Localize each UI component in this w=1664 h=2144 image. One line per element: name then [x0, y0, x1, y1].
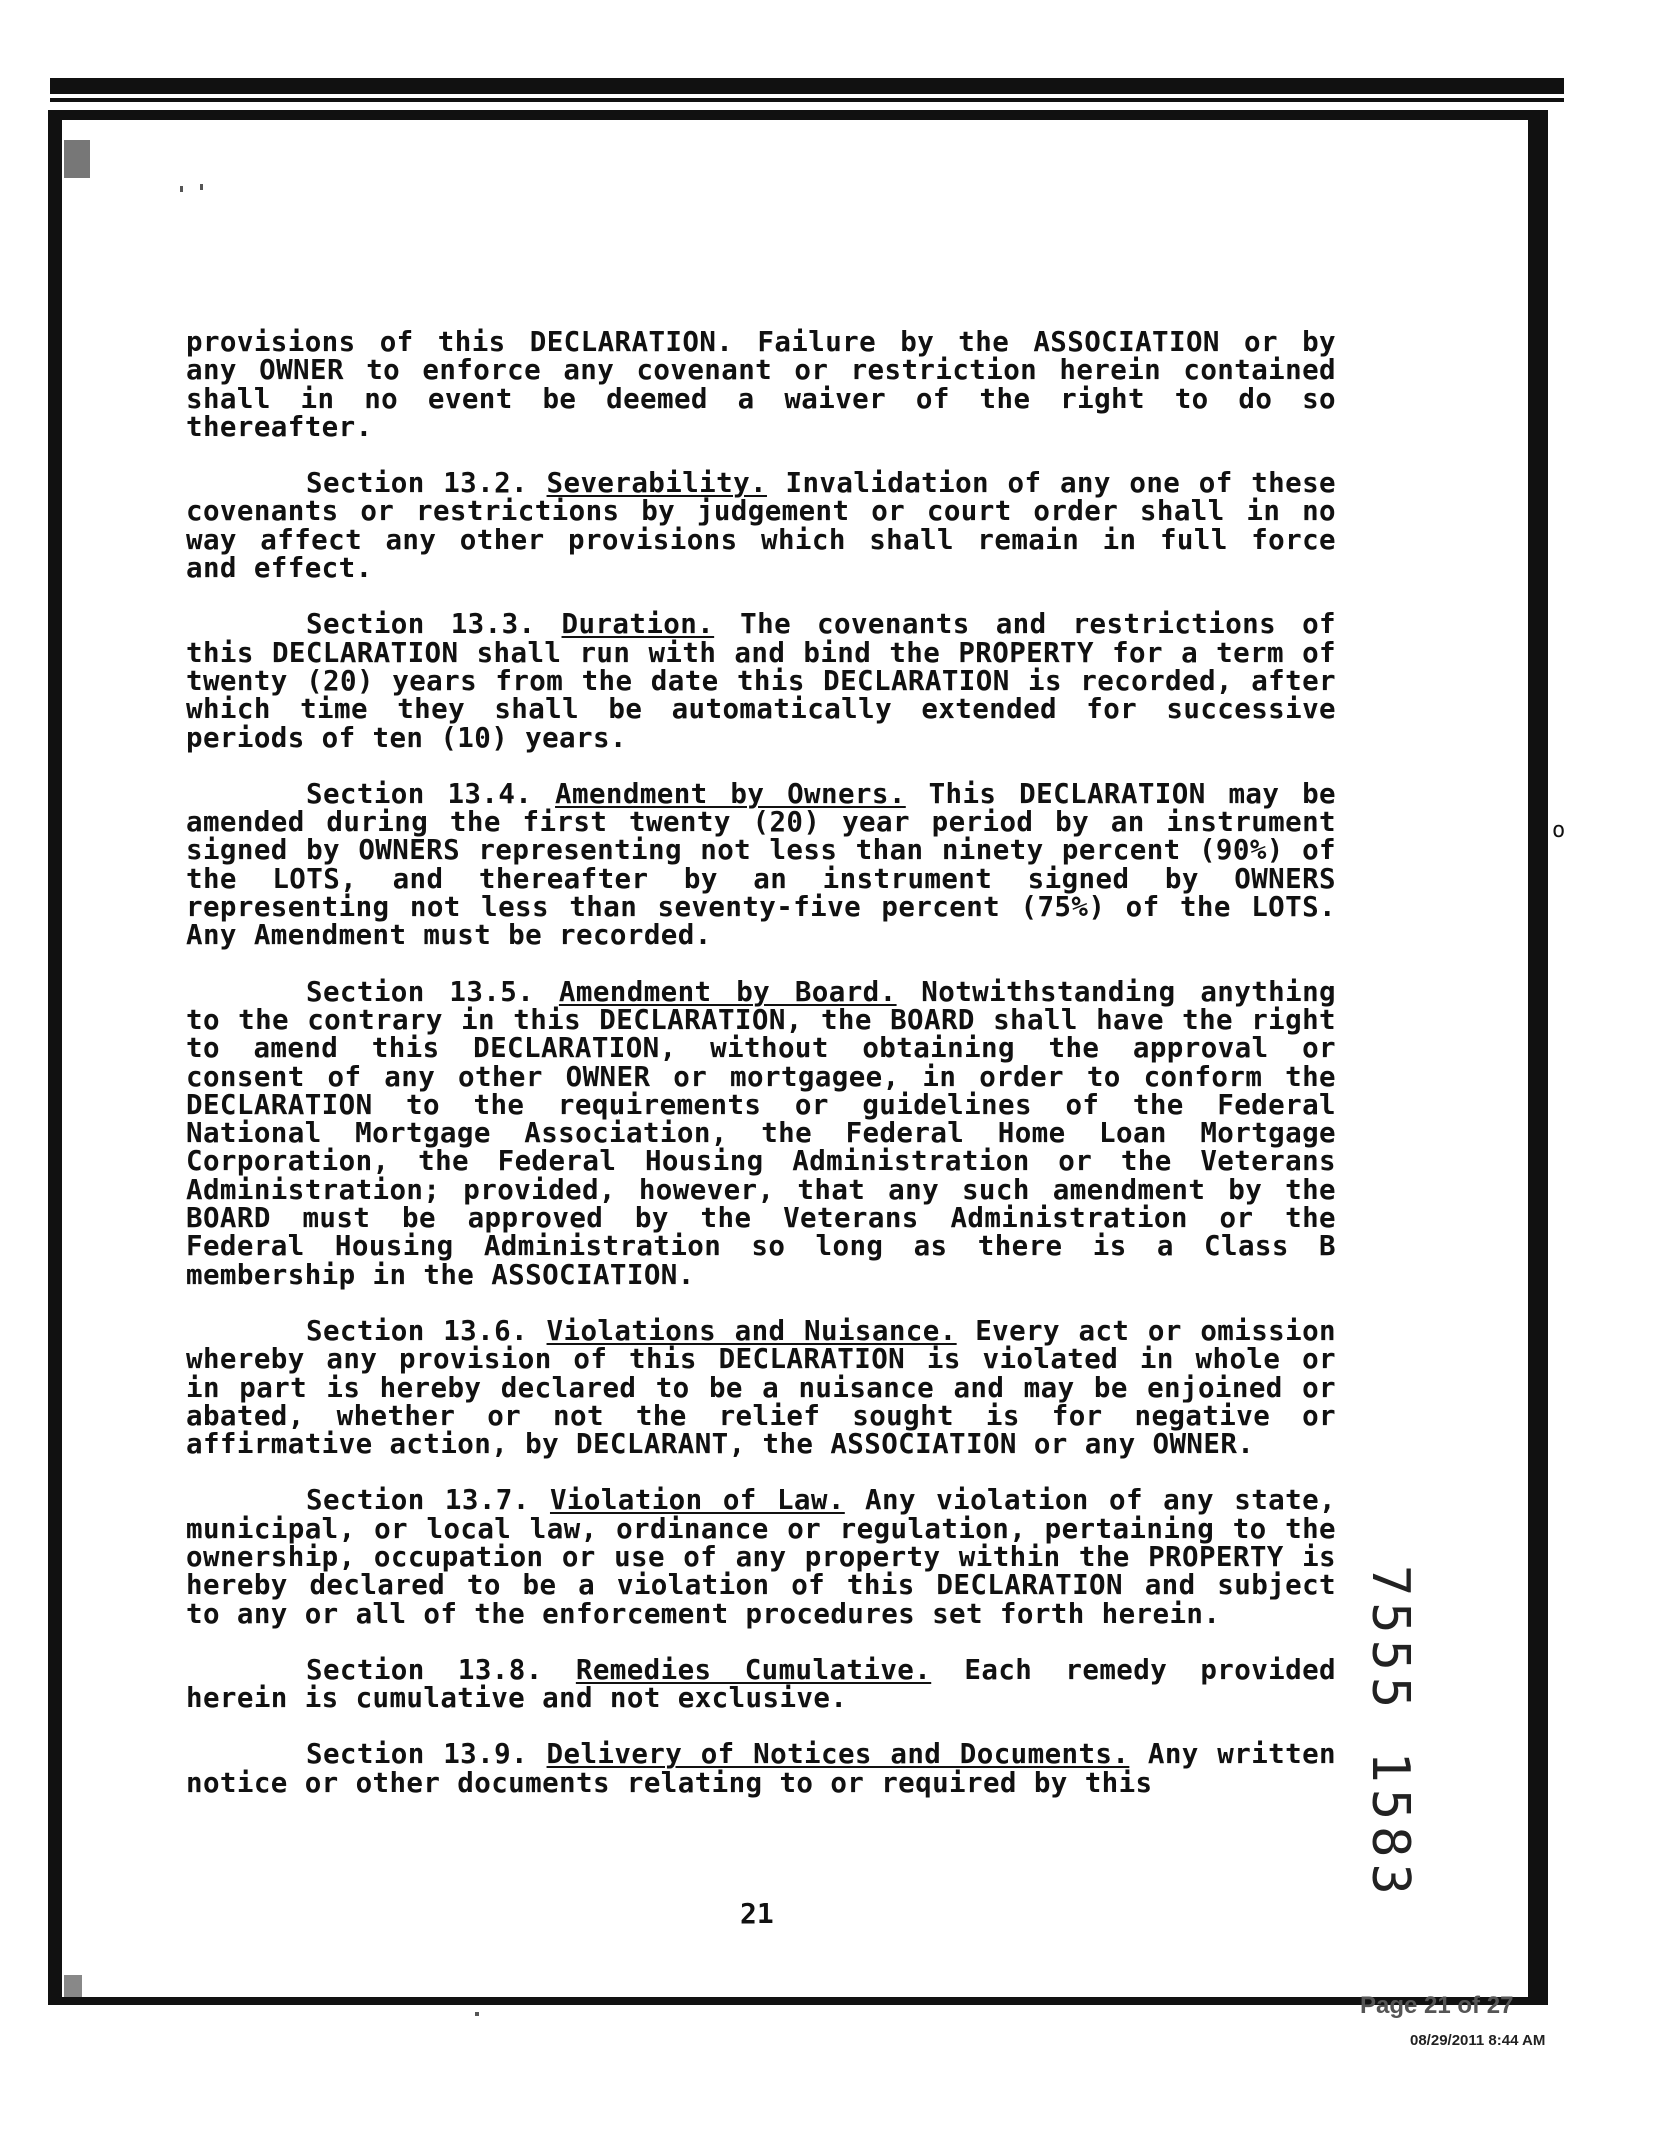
scan-top-rule: [50, 98, 1564, 102]
section-number: Section 13.8.: [306, 1653, 543, 1686]
section-title: Remedies Cumulative.: [575, 1653, 932, 1686]
section-paragraph: [186, 1740, 1336, 1797]
section-title: Amendment by Board.: [558, 975, 897, 1008]
paragraph-continued: [186, 328, 1336, 441]
page-number: 21: [740, 1897, 774, 1930]
section-title: Violation of Law.: [549, 1484, 845, 1517]
section-text: provisions of this DECLARATION. Failure by the ASSOCIATION or by any OWNER to enforce any covenant or restriction herein contained shall in no event be deemed a waiver of the right to do so thereafter.: [186, 326, 1336, 443]
section-number: Section 13.3.: [306, 608, 536, 641]
section-paragraph: [186, 608, 1336, 754]
section-title: Severability.: [546, 467, 767, 500]
section-paragraph: [186, 1653, 1336, 1715]
section-text: Every act or omission whereby any provision of this DECLARATION is violated in whole or in part is hereby declared to be a nuisance and may be enjoined or abated, whether or not the relief sought is for negative or affirmative action, by DECLARANT, the ASSOCIATION or any OWNER.: [186, 1314, 1336, 1461]
section-title: Delivery of Notices and Documents.: [546, 1738, 1130, 1771]
section-paragraph: [186, 1314, 1336, 1461]
scan-speckle: [64, 140, 90, 178]
book-page-stamp: 7555 1583: [1360, 1565, 1420, 1901]
footer-page-indicator: Page 21 of 27: [1360, 1992, 1514, 2019]
scan-speckle: [180, 186, 183, 192]
side-mark: o: [1552, 818, 1566, 843]
section-text: Notwithstanding anything to the contrary in this DECLARATION, the BOARD shall have the right to amend this DECLARATION, without obtaining the approval or consent of any other OWNER or mortgagee, in order to conform the DECLARATION to the requirements or guidelines of the Federal National Mortgage Association, the Federal Home Loan Mortgage Corporation, the Federal Housing Administration or the Veterans Administration; provided, however, that any such amendment by the BOARD must be approved by the Veterans Administration or the Federal Housing Administration so long as there is a Class B membership in the ASSOCIATION.: [186, 975, 1336, 1291]
section-number: Section 13.9.: [306, 1738, 529, 1771]
section-text: Any violation of any state, municipal, or local law, ordinance or regulation, pertaining to the ownership, occupation or use of any property within the PROPERTY is hereby declared to be a violation of this DECLARATION and subject to any or all of the enforcement procedures set forth herein.: [186, 1484, 1336, 1630]
document-body: [186, 328, 1336, 1825]
section-paragraph: [186, 975, 1336, 1291]
footer-timestamp: 08/29/2011 8:44 AM: [1410, 2032, 1546, 2049]
section-number: Section 13.5.: [306, 975, 535, 1008]
section-paragraph: [186, 777, 1336, 952]
scan-speckle: [475, 2012, 479, 2016]
section-paragraph: [186, 467, 1336, 585]
section-title: Duration.: [561, 608, 715, 641]
section-title: Violations and Nuisance.: [546, 1314, 957, 1347]
scan-speckle: [200, 184, 203, 190]
section-text: Any written notice or other documents relating to or required by this: [186, 1738, 1336, 1799]
section-number: Section 13.7.: [306, 1484, 530, 1517]
section-text: The covenants and restrictions of this DECLARATION shall run with and bind the PROPERTY for a term of twenty (20) years from the date this DECLARATION is recorded, after which time they shall be automatically extended for successive periods of ten (10) years.: [186, 608, 1336, 754]
section-text: Invalidation of any one of these covenants or restrictions by judgement or court order shall in no way affect any other provisions which shall remain in full force and effect.: [186, 467, 1336, 585]
section-title: Amendment by Owners.: [555, 777, 906, 810]
section-number: Section 13.4.: [306, 777, 533, 810]
scan-top-bar: [50, 78, 1564, 94]
section-text: Each remedy provided herein is cumulative and not exclusive.: [186, 1653, 1336, 1715]
section-text: This DECLARATION may be amended during the first twenty (20) year period by an instrument signed by OWNERS representing not less than ninety percent (90%) of the LOTS, and thereafter by an instrument signed by OWNERS representing not less than seventy-five percent (75%) of the LOTS. Any Amendment must be recorded.: [186, 777, 1336, 952]
scan-speckle: [64, 1975, 82, 1997]
section-paragraph: [186, 1484, 1336, 1630]
section-number: Section 13.2.: [306, 467, 529, 500]
section-number: Section 13.6.: [306, 1314, 529, 1347]
